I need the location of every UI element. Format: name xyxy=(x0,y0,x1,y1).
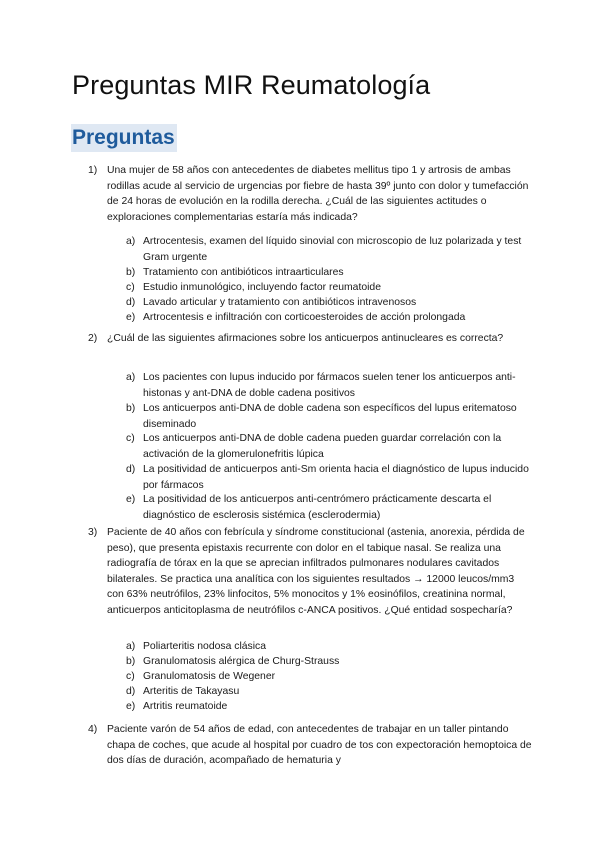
question-number: 4) xyxy=(88,724,98,735)
question-number: 3) xyxy=(88,527,98,538)
option-letter: c) xyxy=(126,671,135,682)
option-letter: c) xyxy=(126,433,135,444)
option-text: Los anticuerpos anti-DNA de doble cadena pueden guardar correlación con la activación de la glomerulonefritis lúpica xyxy=(143,433,502,460)
option-letter: c) xyxy=(126,282,135,293)
question-number: 2) xyxy=(88,333,98,344)
option-text: Granulomatosis alérgica de Churg-Strauss xyxy=(143,656,340,667)
option-letter: b) xyxy=(126,403,136,414)
option-text: Lavado articular y tratamiento con antibióticos intravenosos xyxy=(143,297,417,308)
question-text: Paciente varón de 54 años de edad, con antecedentes de trabajar en un taller pintando chapa de coches, que acude al hospital por cuadro de tos con expectoración hemoptoica de dos días de duración, acompañado de hematuria y xyxy=(107,724,532,767)
option-letter: d) xyxy=(126,686,136,697)
option-letter: e) xyxy=(126,312,136,323)
option-letter: b) xyxy=(126,656,136,667)
option-letter: a) xyxy=(126,372,136,383)
section-heading: Preguntas xyxy=(71,124,177,152)
option-letter: d) xyxy=(126,464,136,475)
option-letter: a) xyxy=(126,641,136,652)
option-text: La positividad de los anticuerpos anti-centrómero prácticamente descarta el diagnóstico de esclerosis sistémica (esclerodermia) xyxy=(143,494,492,521)
option-letter: d) xyxy=(126,297,136,308)
question-text: ¿Cuál de las siguientes afirmaciones sobre los anticuerpos antinucleares es correcta? xyxy=(107,333,504,344)
option-text: Tratamiento con antibióticos intraarticulares xyxy=(143,267,344,278)
option-letter: b) xyxy=(126,267,136,278)
question-text: Una mujer de 58 años con antecedentes de diabetes mellitus tipo 1 y artrosis de ambas rodillas acude al servicio de urgencias por fiebre de hasta 39º junto con dolor y tumefacción de 24 horas de evolución en la rodilla derecha. ¿Cuál de las siguientes actitudes o exploraciones complementarias estaría más indicada? xyxy=(107,165,529,223)
option-letter: e) xyxy=(126,494,136,505)
option-text: La positividad de anticuerpos anti-Sm orienta hacia el diagnóstico de lupus inducido por fármacos xyxy=(143,464,529,491)
option-text: Arteritis de Takayasu xyxy=(143,686,240,697)
option-text: Poliarteritis nodosa clásica xyxy=(143,641,267,652)
option-text: Artrocentesis e infiltración con corticoesteroides de acción prolongada xyxy=(143,312,466,323)
option-text: Los anticuerpos anti-DNA de doble cadena son específicos del lupus eritematoso diseminado xyxy=(143,403,517,430)
option-text: Artritis reumatoide xyxy=(143,701,228,712)
option-letter: e) xyxy=(126,701,136,712)
option-text: Los pacientes con lupus inducido por fármacos suelen tener los anticuerpos anti-histonas y ant-DNA de doble cadena positivos xyxy=(143,372,516,399)
option-letter: a) xyxy=(126,236,136,247)
option-text: Artrocentesis, examen del líquido sinovial con microscopio de luz polarizada y test Gram urgente xyxy=(143,236,522,263)
question-text: Paciente de 40 años con febrícula y síndrome constitucional (astenia, anorexia, pérdida de peso), que presenta epistaxis recurrente con dolor en el tabique nasal. Se realiza una radiografía de tórax en la que se aprecian infiltrados pulmonares nodulares cavitados bilaterales. Se practica una analítica con los siguientes resultados → 12000 leucos/mm3 con 63% neutrófilos, 23% linfocitos, 5% monocitos y 1% eosinófilos, creatinina normal, anticuerpos anticitoplasma de neutrófilos c-ANCA positivos. ¿Qué entidad sospecharía? xyxy=(107,527,525,616)
document-title: Preguntas MIR Reumatología xyxy=(72,70,431,100)
question-number: 1) xyxy=(88,165,98,176)
option-text: Granulomatosis de Wegener xyxy=(143,671,276,682)
option-text: Estudio inmunológico, incluyendo factor reumatoide xyxy=(143,282,381,293)
